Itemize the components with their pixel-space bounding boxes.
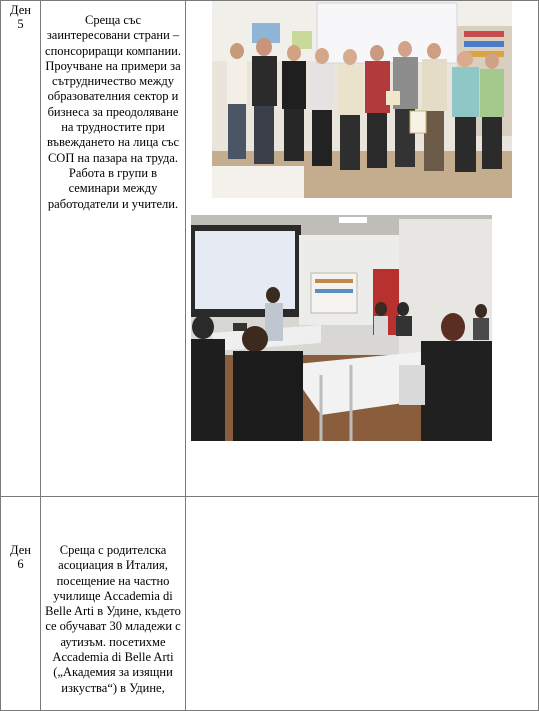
description-paragraph: Проучване на примери за сътрудничество между образователния сектор и бизнеса за преодоляване на трудностите при въвеждането на лица със СОП на пазара на труда. [45, 58, 181, 165]
description-cell [41, 1, 186, 497]
description-cell [41, 497, 186, 711]
day-cell [1, 1, 41, 497]
description-paragraph: Среща със заинтересовани страни – спонсориращи компании. [45, 13, 181, 58]
day-label: Ден 6 [10, 543, 31, 571]
group-photo [212, 1, 512, 198]
day-cell [1, 497, 41, 711]
seminar-photo [191, 215, 492, 441]
description-paragraph: Работа в групи в семинари между работодатели и учители. [47, 165, 179, 211]
photos-cell [186, 497, 539, 711]
table-row [1, 497, 539, 711]
description-paragraph: Среща с родителска асоциация в Италия, посещение на частно училище Accademia di Belle Arti в Удине, където се обучават 30 младежи с аутизъм. посетихме Accademia di Belle Arti („Академия за изящни изкуства“) в Удине, [45, 543, 181, 695]
table-row [1, 1, 539, 497]
photos-cell [186, 1, 539, 497]
day-label: Ден 5 [10, 3, 31, 31]
